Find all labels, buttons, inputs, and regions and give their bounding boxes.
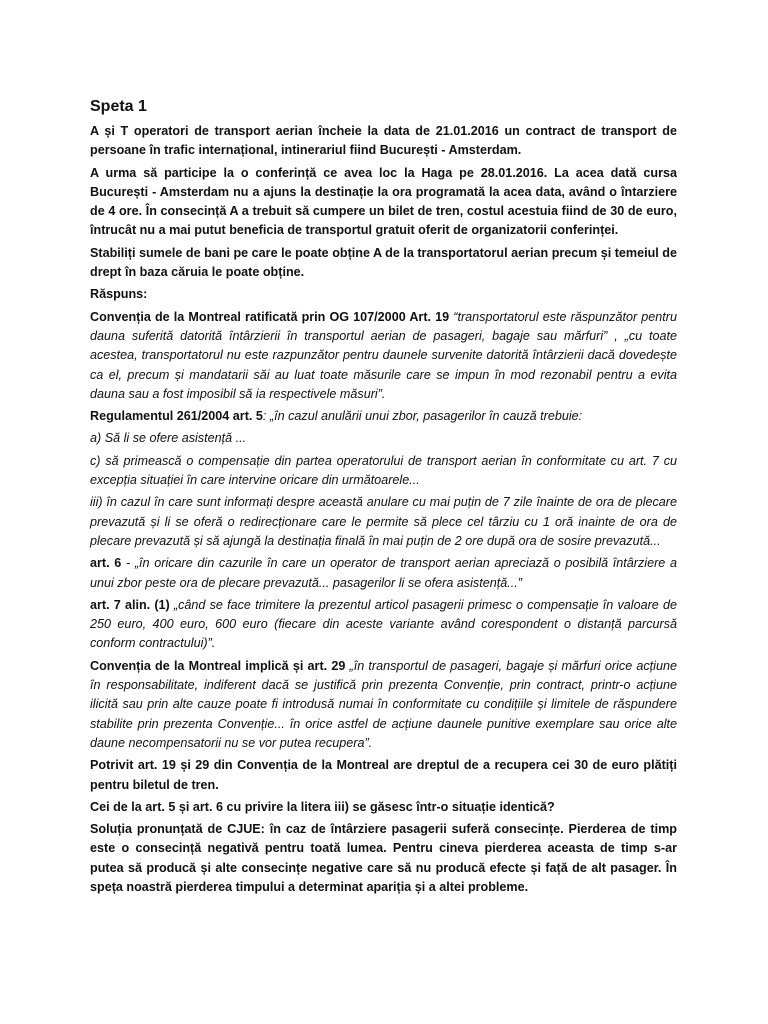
art7-paragraph [90, 596, 677, 654]
case-details-paragraph: A urma să participe la o conferință ce avea loc la Haga pe 28.01.2016. La acea dată cursa București - Amsterdam nu a ajuns la destinație la ora programată la acea data, având o întarziere de 4 ore. În consecință A a trebuit să cumpere un bilet de tren, costul acestuia fiind de 30 de euro, întrucât nu a mai putut beneficia de transportul gratuit oferit de organizatorii conferinței. [90, 165, 677, 238]
conclusion-paragraph: Potrivit art. 19 și 29 din Convenția de la Montreal are dreptul de a recupera cei 30 de euro plătiți pentru biletul de tren. [90, 758, 677, 792]
montreal-art19-lead: Convenția de la Montreal ratificată prin OG 107/2000 Art. 19 [90, 309, 450, 324]
regulation-item-c: c) să primească o compensație din partea operatorului de transport aerian în conformitate cu art. 7 cu excepția situației în care intervine oricare din următoarele... [90, 453, 677, 488]
art6-lead: art. 6 [90, 556, 122, 571]
regulation-art5-paragraph [90, 407, 677, 426]
art6-quote: - „în oricare din cazurile în care un operator de transport aerian apreciază o posibilă întârziere a unui zbor peste ora de plecare prevazută... pasagerilor li se ofera asistență...” [90, 556, 677, 590]
montreal-art29-lead: Convenția de la Montreal implică și art. 29 [90, 658, 346, 673]
document-page [90, 96, 677, 900]
art6-paragraph [90, 554, 677, 593]
art7-lead: art. 7 alin. (1) [90, 597, 170, 612]
montreal-art29-quote: „în transportul de pasageri, bagaje și mărfuri orice acțiune în responsabilitate, indiferent dacă se justifică prin prezenta Convenție, prin contract, printr-o acțiune ilicită sau prin alte cauze poate fi introdusă numai în conformitate cu condițiile și limitele de răspundere stabilite prin prezenta Convenție... în orice astfel de acțiune daunele punitive exemplare sau orice alte daune necompensatorii nu se vor putea recupera”. [90, 658, 677, 750]
regulation-art5-quote: : „în cazul anulării unui zbor, pasagerilor în cauză trebuie: [262, 409, 583, 424]
document-title: Speta 1 [90, 98, 147, 115]
case-question-paragraph: Stabiliți sumele de bani pe care le poate obține A de la transportatorul aerian precum și temeiul de drept în baza căruia le poate obține. [90, 245, 677, 280]
art7-quote: „când se face trimitere la prezentul articol pasagerii primesc o compensație în valoare de 250 euro, 400 euro, 600 euro (fiecare din aceste variante având corespondent o distanță parcursă conform contractului)”. [90, 597, 677, 651]
case-facts-paragraph: A și T operatori de transport aerian încheie la data de 21.01.2016 un contract de transport de persoane în trafic internațional, intinerariul fiind București - Amsterdam. [90, 124, 677, 158]
answer-heading: Răspuns: [90, 287, 148, 302]
montreal-art29-paragraph [90, 657, 677, 753]
regulation-art5-lead: Regulamentul 261/2004 art. 5 [90, 409, 263, 424]
regulation-item-iii: iii) în cazul în care sunt informați despre această anulare cu mai puțin de 7 zile înainte de ora de plecare prevazută și li se oferă o redirecționare care le permite să plece cel târziu cu 1 oră inainte de ora de plecare prevazută și să ajungă la destinația finală în mai puțin de 2 ore după ora de sosire prevazută... [90, 495, 677, 548]
identical-situation-question: Cei de la art. 5 și art. 6 cu privire la litera iii) se găsesc într-o situație identică? [90, 799, 555, 814]
cjeu-solution-paragraph: Soluția pronunțată de CJUE: în caz de întârziere pasagerii suferă consecințe. Pierderea de timp este o consecință negativă pentru toată lumea. Pentru cineva pierderea aceasta de timp s-ar putea să producă și alte consecințe negative care să nu producă efecte și față de alt pasager. În speța noastră pierderea timpului a determinat apariția și a altei probleme. [90, 822, 677, 894]
montreal-art19-paragraph [90, 308, 677, 404]
montreal-art19-quote: “transportatorul este răspunzător pentru dauna suferită datorită întârzierii în transportul aerian de pasageri, bagaje sau mărfuri” , „cu toate acestea, transportatorul nu este razpunzător pentru daunele survenite datorită întârzierii dacă dovedește ca el, precum și mandatarii săi au luat toate măsurile care se impun în mod rezonabil pentru a evita dauna sau a fost imposibil să ia respectivele măsuri”. [90, 309, 677, 401]
regulation-item-a: a) Să li se ofere asistență ... [90, 431, 247, 446]
